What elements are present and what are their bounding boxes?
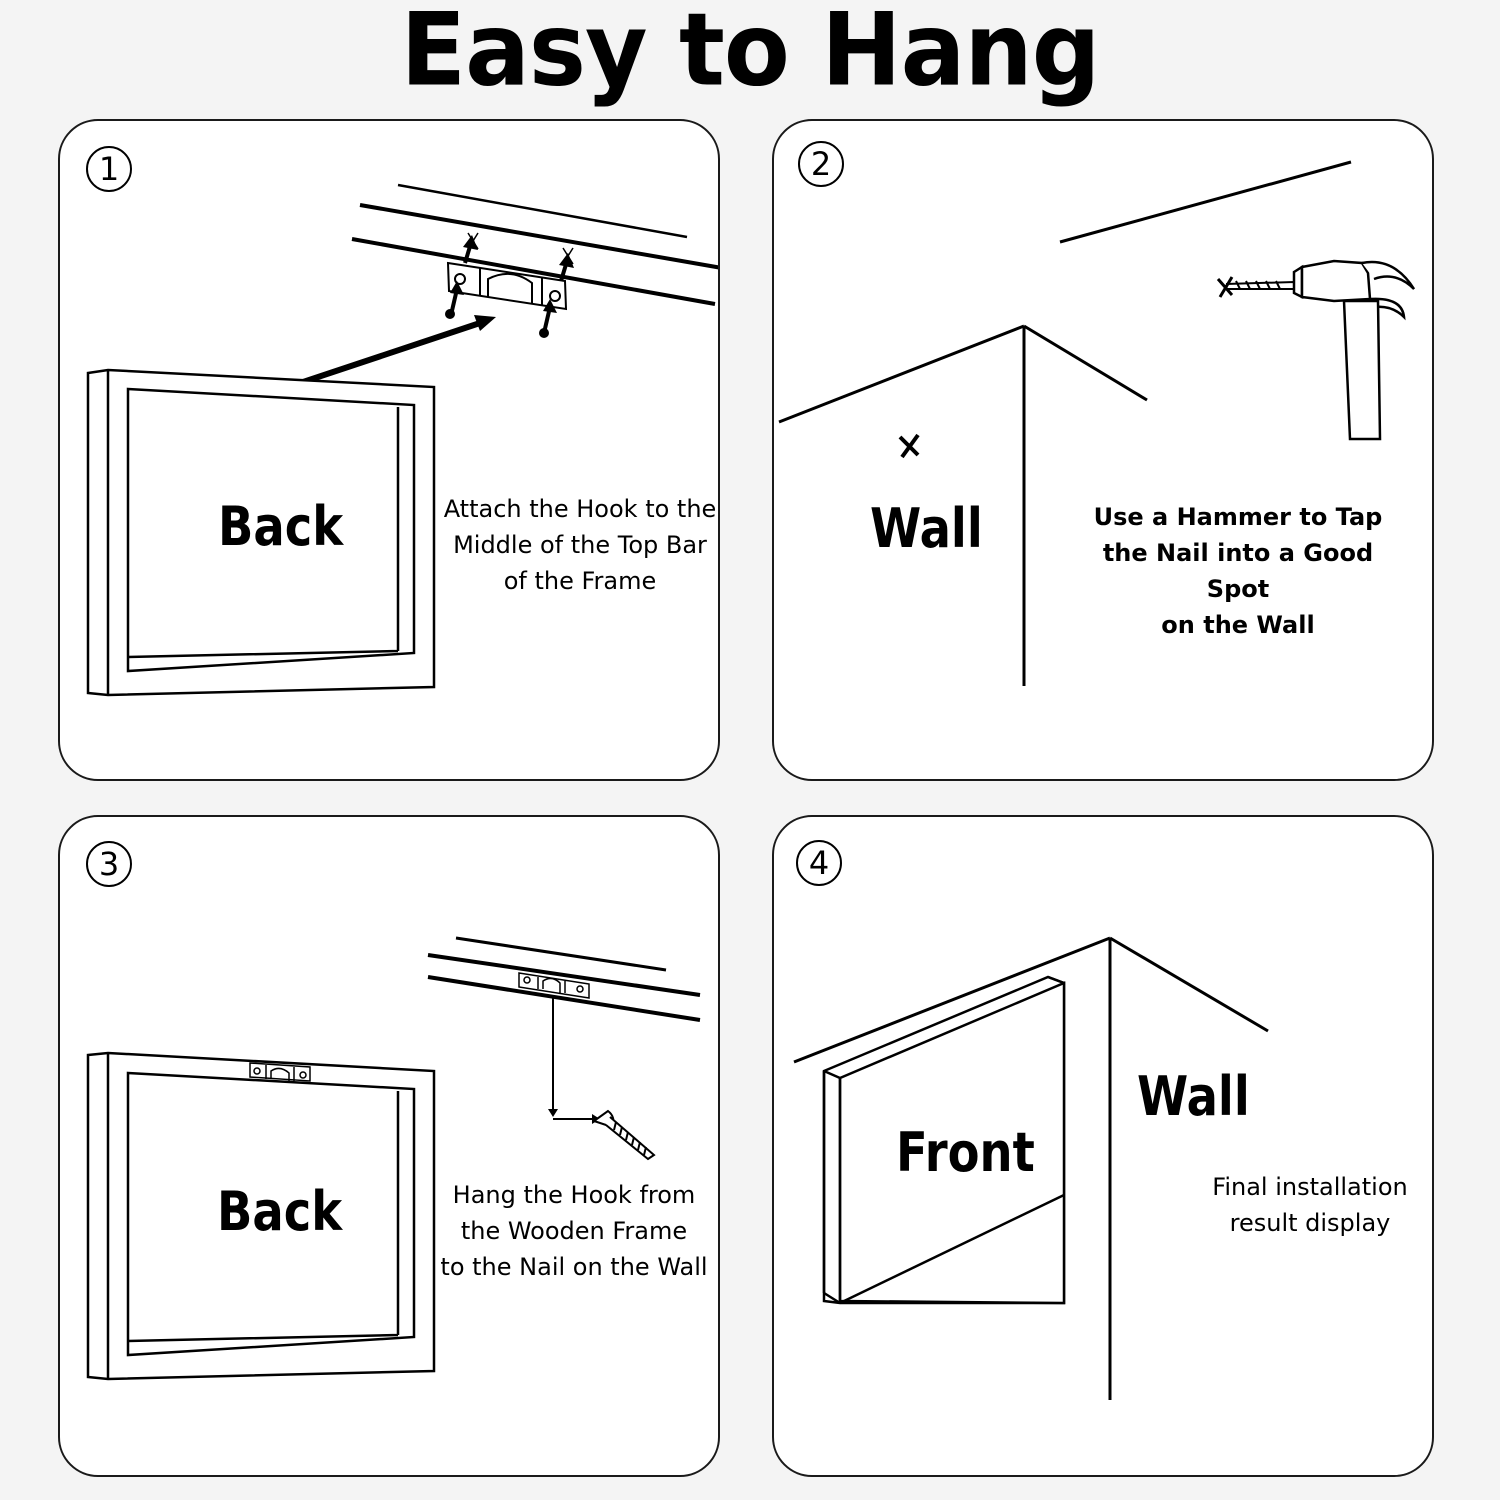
step-1-illustration [60,121,720,781]
step-3-caption: Hang the Hook from the Wooden Frame to the Nail on the Wall [440,1181,708,1281]
step-number-badge: 2 [798,141,844,187]
frame-back-label: Back [217,1180,343,1243]
step-number-badge: 3 [86,841,132,887]
wall-label: Wall [870,497,983,560]
attach-arrow [282,315,496,389]
canvas-front-label: Front [896,1121,1035,1184]
mounted-hook-icon [250,1063,310,1081]
step-number-badge: 4 [796,840,842,886]
step-4-illustration [774,817,1434,1477]
wall-label: Wall [1137,1065,1250,1128]
nail-icon [1218,277,1296,297]
step-1-panel [58,119,720,781]
frame-back-label: Back [218,495,344,558]
step-3-illustration [60,817,720,1477]
step-2-caption: Use a Hammer to Tap the Nail into a Good Spot on the Wall [1093,503,1383,639]
page-title: Easy to Hang [400,0,1100,109]
step-2-illustration [774,121,1434,781]
nail-mark-icon [900,435,918,457]
step-3-panel [58,815,720,1477]
hang-arrow [548,995,600,1124]
step-1-caption: Attach the Hook to the Middle of the Top Bar of the Frame [443,495,717,595]
step-4-panel [772,815,1434,1477]
frame-top-bar-closeup [428,938,700,1020]
step-number-badge: 1 [86,146,132,192]
step-4-caption: Final installation result display [1212,1173,1408,1237]
screw-icon [594,1111,654,1159]
hammer-icon [1294,261,1414,439]
step-2-panel [772,119,1434,781]
